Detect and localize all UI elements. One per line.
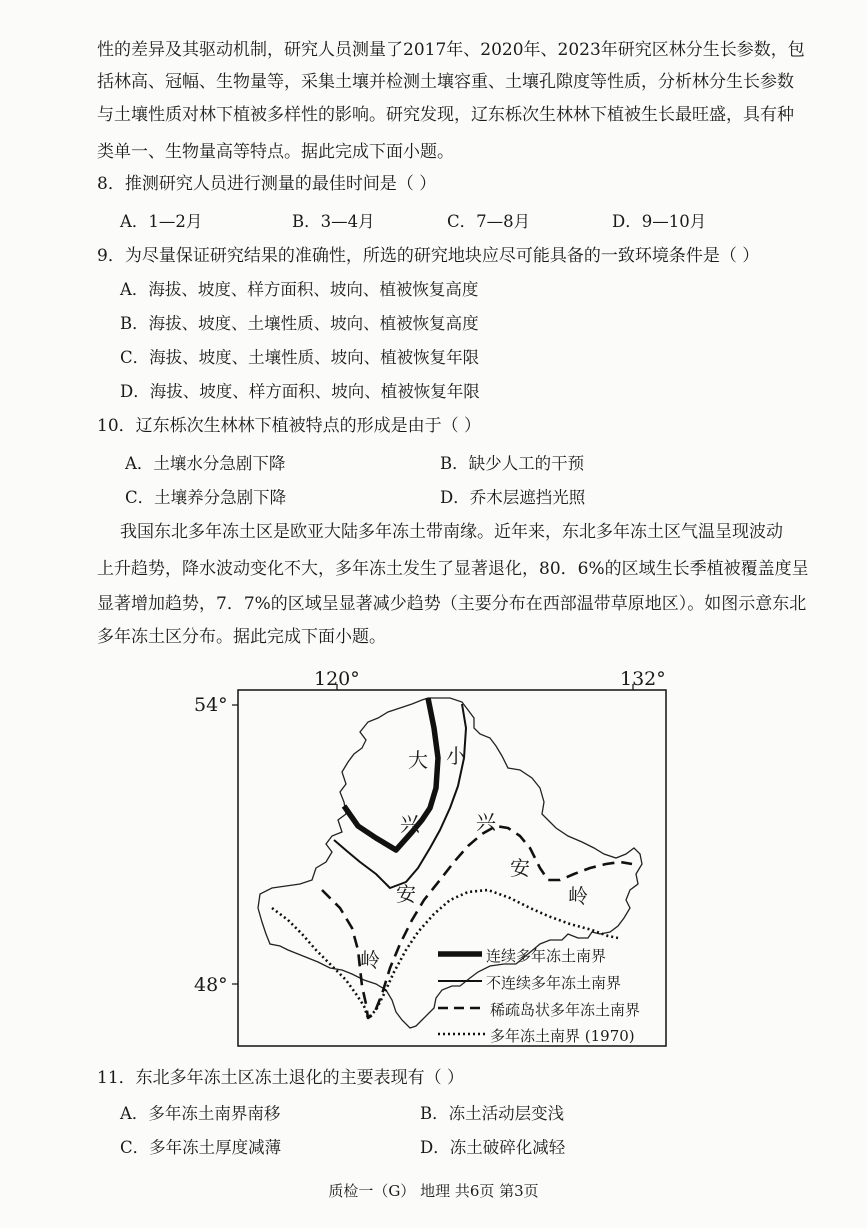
q10-option-b[interactable]: B．缺少人工的干预 (440, 454, 585, 473)
intro1-line-4: 类单一、生物量高等特点。据此完成下面小题。 (97, 142, 454, 162)
place-char-da: 大 (408, 748, 428, 772)
q9-option-c[interactable]: C．海拔、坡度、土壤性质、坡向、植被恢复年限 (120, 348, 480, 367)
q11-option-b[interactable]: B．冻土活动层变浅 (420, 1104, 565, 1123)
place-char-xing-2: 兴 (476, 810, 496, 834)
q11-option-d[interactable]: D．冻土破碎化减轻 (420, 1138, 566, 1157)
q8-option-a[interactable]: A．1—2月 (120, 212, 203, 231)
q11-option-c[interactable]: C．多年冻土厚度减薄 (120, 1138, 282, 1157)
discontinuous-permafrost-line (334, 704, 466, 888)
legend-label-continuous: 连续多年冻土南界 (486, 947, 607, 965)
place-char-ling-1: 岭 (360, 948, 380, 972)
q11-option-a[interactable]: A．多年冻土南界南移 (120, 1104, 281, 1123)
intro1-line-1: 性的差异及其驱动机制，研究人员测量了2017年、2020年、2023年研究区林分生长参数，包 (97, 40, 805, 60)
q9-option-b[interactable]: B．海拔、坡度、土壤性质、坡向、植被恢复高度 (120, 314, 479, 333)
place-char-an-2: 安 (510, 856, 530, 880)
lon-label-132: 132° (620, 668, 666, 690)
intro2-line-3: 显著增加趋势，7．7%的区域呈显著减少趋势（主要分布在西部温带草原地区）。如图示意东北 (97, 594, 807, 614)
q10-option-c[interactable]: C．土壤养分急剧下降 (125, 488, 287, 507)
continuous-permafrost-line (344, 698, 438, 850)
intro2-line-2: 上升趋势，降水波动变化不大，多年冻土发生了显著退化，80．6%的区域生长季植被覆盖度呈 (97, 559, 809, 579)
permafrost-map (190, 668, 690, 1060)
q8-option-d[interactable]: D．9—10月 (612, 212, 707, 231)
page-footer: 质检一（G） 地理 共6页 第3页 (328, 1182, 539, 1200)
intro1-line-2: 括林高、冠幅、生物量等，采集土壤并检测土壤容重、土壤孔隙度等性质，分析林分生长参数 (97, 72, 794, 92)
place-char-xiao: 小 (446, 744, 466, 768)
q11-stem: 11．东北多年冻土区冻土退化的主要表现有（ ） (97, 1068, 465, 1088)
place-char-xing-1: 兴 (400, 812, 420, 836)
place-char-an-1: 安 (396, 882, 416, 906)
q9-stem: 9．为尽量保证研究结果的准确性，所选的研究地块应尽可能具备的一致环境条件是（ ） (97, 246, 760, 266)
lat-label-48: 48° (194, 974, 228, 996)
place-char-ling-2: 岭 (568, 884, 588, 908)
intro2-line-1: 我国东北多年冻土区是欧亚大陆多年冻土带南缘。近年来，东北多年冻土区气温呈现波动 (120, 522, 783, 542)
q10-option-a[interactable]: A．土壤水分急剧下降 (125, 454, 286, 473)
intro1-line-3: 与土壤性质对林下植被多样性的影响。研究发现，辽东栎次生林林下植被生长最旺盛，具有种 (97, 105, 794, 125)
lon-label-120: 120° (314, 668, 360, 690)
q9-option-d[interactable]: D．海拔、坡度、样方面积、坡向、植被恢复年限 (120, 382, 480, 401)
q10-option-d[interactable]: D．乔木层遮挡光照 (440, 488, 586, 507)
legend-label-island: 稀疏岛状多年冻土南界 (490, 1001, 641, 1019)
legend-label-1970: 多年冻土南界 (1970) (490, 1027, 635, 1045)
q8-option-b[interactable]: B．3—4月 (292, 212, 375, 231)
intro2-line-4: 多年冻土区分布。据此完成下面小题。 (97, 627, 386, 647)
q9-option-a[interactable]: A．海拔、坡度、样方面积、坡向、植被恢复高度 (120, 280, 479, 299)
lat-label-54: 54° (194, 694, 228, 716)
q10-stem: 10．辽东栎次生林林下植被特点的形成是由于（ ） (97, 416, 482, 436)
q8-stem: 8．推测研究人员进行测量的最佳时间是（ ） (97, 174, 437, 194)
q8-option-c[interactable]: C．7—8月 (447, 212, 531, 231)
legend-label-discontinuous: 不连续多年冻土南界 (486, 974, 622, 992)
